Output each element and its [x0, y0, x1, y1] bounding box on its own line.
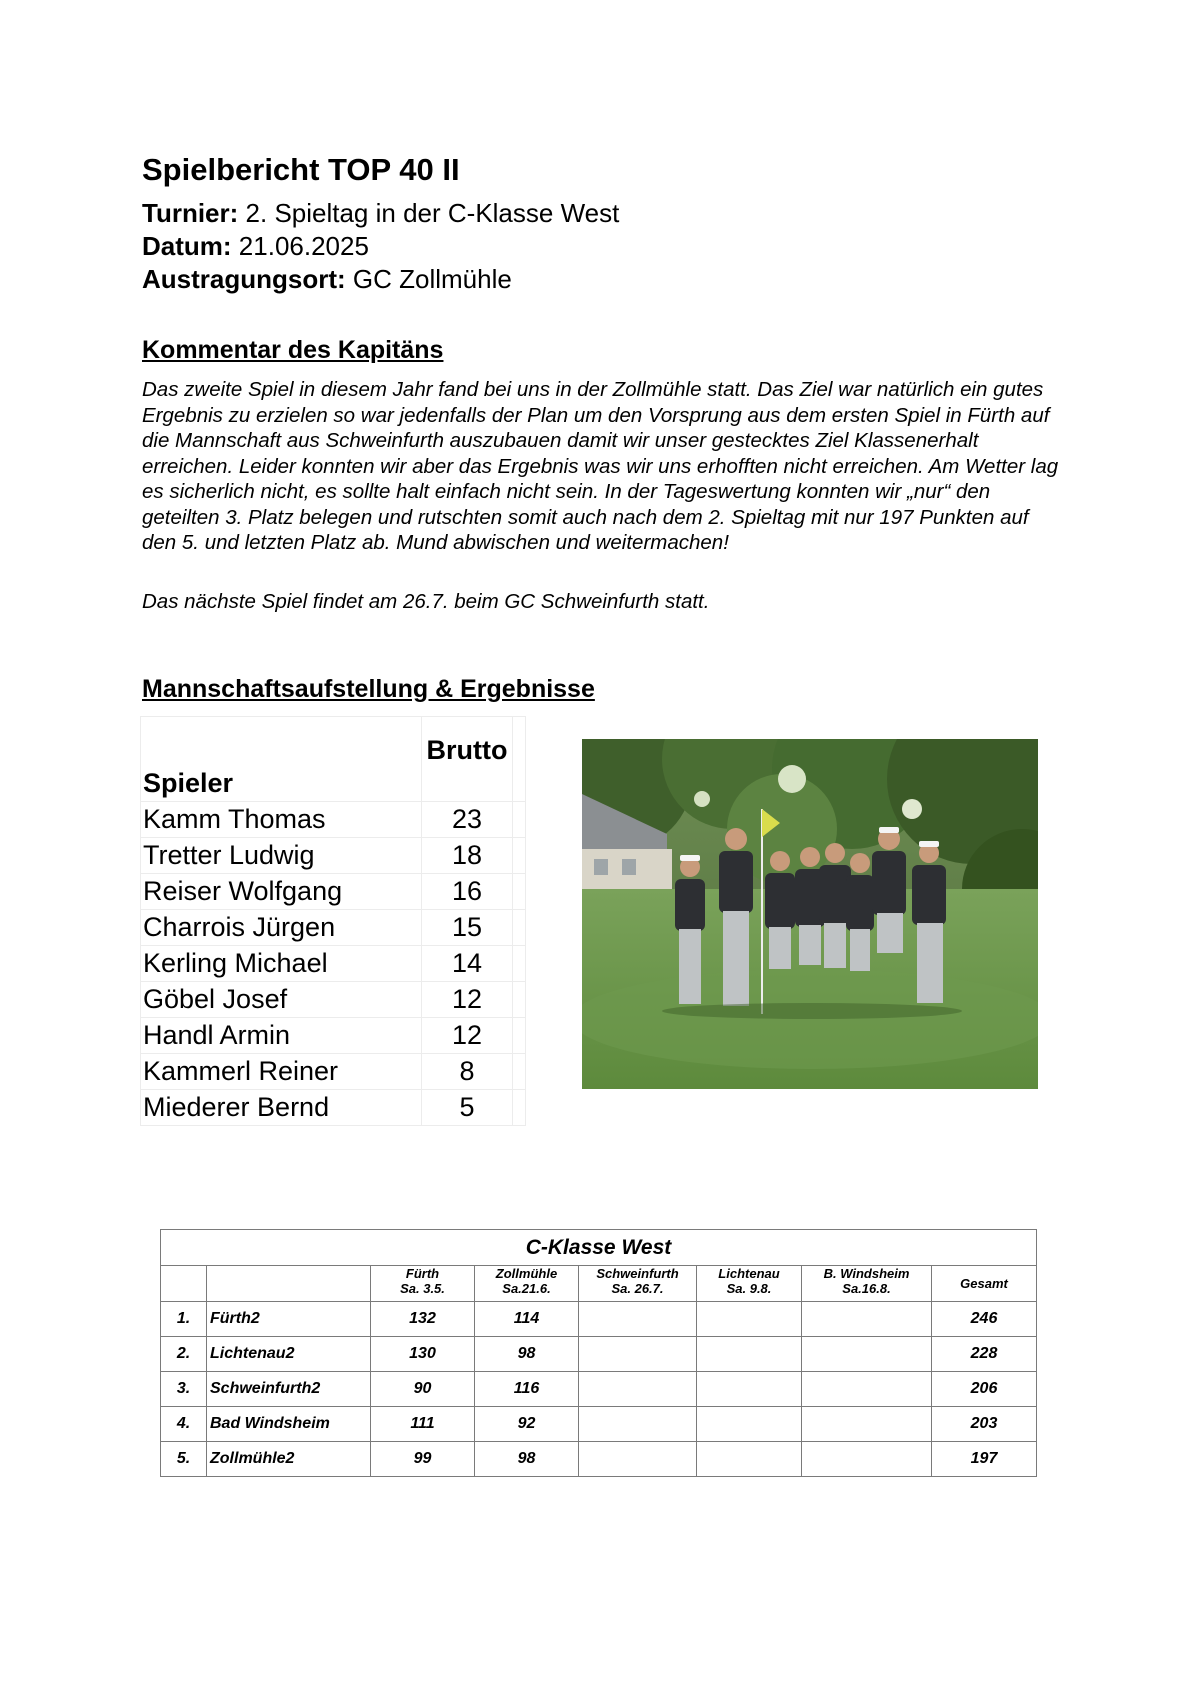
- team-cell: Zollmühle2: [207, 1442, 371, 1477]
- score-cell: 114: [475, 1302, 579, 1337]
- player-name: Kammerl Reiner: [141, 1054, 422, 1090]
- table-spacer: [513, 1054, 526, 1090]
- score-cell: [579, 1407, 697, 1442]
- comment-heading: Kommentar des Kapitäns: [142, 336, 444, 364]
- score-cell: [579, 1302, 697, 1337]
- player-name: Charrois Jürgen: [141, 910, 422, 946]
- player-score: 14: [422, 946, 513, 982]
- matchday-header: [371, 1266, 475, 1302]
- team-cell: Lichtenau2: [207, 1337, 371, 1372]
- team-cell: Fürth2: [207, 1302, 371, 1337]
- player-column-header: Spieler: [141, 717, 422, 802]
- table-spacer: [513, 946, 526, 982]
- league-header-row: [161, 1266, 1037, 1302]
- score-cell: [579, 1442, 697, 1477]
- rank-cell: 4.: [161, 1407, 207, 1442]
- player-results-table: [140, 716, 526, 1126]
- table-spacer: [513, 838, 526, 874]
- standings-row: [161, 1407, 1037, 1442]
- standings-row: [161, 1372, 1037, 1407]
- standings-row: [161, 1337, 1037, 1372]
- table-spacer: [513, 802, 526, 838]
- player-table-header: [141, 717, 526, 802]
- score-cell: 92: [475, 1407, 579, 1442]
- player-score: 23: [422, 802, 513, 838]
- team-photo: [582, 739, 1038, 1089]
- player-score: 5: [422, 1090, 513, 1126]
- league-title-row: [161, 1230, 1037, 1266]
- table-spacer: [513, 910, 526, 946]
- total-cell: 197: [932, 1442, 1037, 1477]
- player-row: [141, 1054, 526, 1090]
- player-row: [141, 1090, 526, 1126]
- score-cell: 90: [371, 1372, 475, 1407]
- total-cell: 228: [932, 1337, 1037, 1372]
- score-cell: [697, 1372, 802, 1407]
- player-name: Kerling Michael: [141, 946, 422, 982]
- score-cell: [579, 1337, 697, 1372]
- table-spacer: [513, 1090, 526, 1126]
- rank-cell: 3.: [161, 1372, 207, 1407]
- league-standings-table: [160, 1229, 1037, 1477]
- matchday-header: [802, 1266, 932, 1302]
- player-row: [141, 838, 526, 874]
- matchday-date: Sa. 26.7.: [611, 1281, 664, 1296]
- score-cell: 130: [371, 1337, 475, 1372]
- total-header: Gesamt: [932, 1266, 1037, 1302]
- player-row: [141, 910, 526, 946]
- date-label: Datum:: [142, 231, 232, 261]
- venue-value: GC Zollmühle: [352, 264, 512, 294]
- standings-row: [161, 1302, 1037, 1337]
- tournament-value: 2. Spieltag in der C-Klasse West: [245, 198, 620, 228]
- score-cell: [697, 1442, 802, 1477]
- matchday-venue: Zollmühle: [495, 1266, 558, 1281]
- standings-row: [161, 1442, 1037, 1477]
- page-title: Spielbericht TOP 40 II: [142, 152, 460, 187]
- venue-label: Austragungsort:: [142, 264, 346, 294]
- team-cell: Bad Windsheim: [207, 1407, 371, 1442]
- next-game-note: Das nächste Spiel findet am 26.7. beim GC Schweinfurth statt.: [142, 590, 710, 613]
- matchday-venue: B. Windsheim: [823, 1266, 910, 1281]
- table-spacer: [513, 982, 526, 1018]
- league-title: C-Klasse West: [161, 1230, 1037, 1266]
- tournament-label: Turnier:: [142, 198, 239, 228]
- team-header: [207, 1266, 371, 1302]
- venue-line: [142, 264, 512, 295]
- score-cell: [802, 1337, 932, 1372]
- date-value: 21.06.2025: [238, 231, 369, 261]
- matchday-header: [475, 1266, 579, 1302]
- matchday-date: Sa.16.8.: [842, 1281, 891, 1296]
- player-score: 12: [422, 982, 513, 1018]
- total-cell: 206: [932, 1372, 1037, 1407]
- total-cell: 246: [932, 1302, 1037, 1337]
- score-cell: [802, 1372, 932, 1407]
- team-cell: Schweinfurth2: [207, 1372, 371, 1407]
- table-spacer: [513, 1018, 526, 1054]
- player-row: [141, 874, 526, 910]
- comment-paragraph: Das zweite Spiel in diesem Jahr fand bei uns in der Zollmühle statt. Das Ziel war natürlich ein gutes Ergebnis zu erzielen so war jedenfalls der Plan um den Vorsprung aus dem ersten Spiel in Fürth auf die Mannschaft aus Schweinfurth auszubauen damit wir unser gestecktes Ziel Klassenerhalt erreichen. Leider konnten wir aber das Ergebnis was wir uns erhofften nicht erreichen. Am Wetter lag es sicherlich nicht, es sollte halt einfach nicht sein. In der Tageswertung konnten wir „nur“ den geteilten 3. Platz belegen und rutschten somit auch nach dem 2. Spieltag mit nur 197 Punkten auf den 5. und letzten Platz ab. Mund abwischen und weitermachen!: [142, 378, 1059, 554]
- score-cell: 116: [475, 1372, 579, 1407]
- score-cell: 111: [371, 1407, 475, 1442]
- player-row: [141, 946, 526, 982]
- player-score: 8: [422, 1054, 513, 1090]
- matchday-venue: Lichtenau: [718, 1266, 780, 1281]
- score-cell: [697, 1337, 802, 1372]
- player-score: 18: [422, 838, 513, 874]
- player-row: [141, 982, 526, 1018]
- rank-cell: 1.: [161, 1302, 207, 1337]
- player-score: 12: [422, 1018, 513, 1054]
- matchday-date: Sa.21.6.: [502, 1281, 551, 1296]
- matchday-venue: Schweinfurth: [596, 1266, 679, 1281]
- score-cell: [697, 1302, 802, 1337]
- rank-header: [161, 1266, 207, 1302]
- score-column-header: Brutto: [422, 717, 513, 802]
- score-cell: 132: [371, 1302, 475, 1337]
- lineup-heading: Mannschaftsaufstellung & Ergebnisse: [142, 675, 595, 703]
- matchday-date: Sa. 9.8.: [726, 1281, 772, 1296]
- score-cell: [802, 1407, 932, 1442]
- player-row: [141, 802, 526, 838]
- player-name: Kamm Thomas: [141, 802, 422, 838]
- player-name: Göbel Josef: [141, 982, 422, 1018]
- player-score: 15: [422, 910, 513, 946]
- player-name: Handl Armin: [141, 1018, 422, 1054]
- rank-cell: 2.: [161, 1337, 207, 1372]
- score-cell: [802, 1302, 932, 1337]
- score-cell: 99: [371, 1442, 475, 1477]
- tournament-line: [142, 198, 619, 229]
- score-cell: 98: [475, 1337, 579, 1372]
- matchday-header: [697, 1266, 802, 1302]
- player-name: Miederer Bernd: [141, 1090, 422, 1126]
- score-cell: 98: [475, 1442, 579, 1477]
- player-name: Reiser Wolfgang: [141, 874, 422, 910]
- matchday-date: Sa. 3.5.: [400, 1281, 445, 1296]
- player-row: [141, 1018, 526, 1054]
- total-cell: 203: [932, 1407, 1037, 1442]
- score-cell: [802, 1442, 932, 1477]
- date-line: [142, 231, 369, 262]
- matchday-header: [579, 1266, 697, 1302]
- score-cell: [579, 1372, 697, 1407]
- table-spacer: [513, 717, 526, 802]
- score-cell: [697, 1407, 802, 1442]
- player-score: 16: [422, 874, 513, 910]
- matchday-venue: Fürth: [405, 1266, 440, 1281]
- rank-cell: 5.: [161, 1442, 207, 1477]
- player-name: Tretter Ludwig: [141, 838, 422, 874]
- table-spacer: [513, 874, 526, 910]
